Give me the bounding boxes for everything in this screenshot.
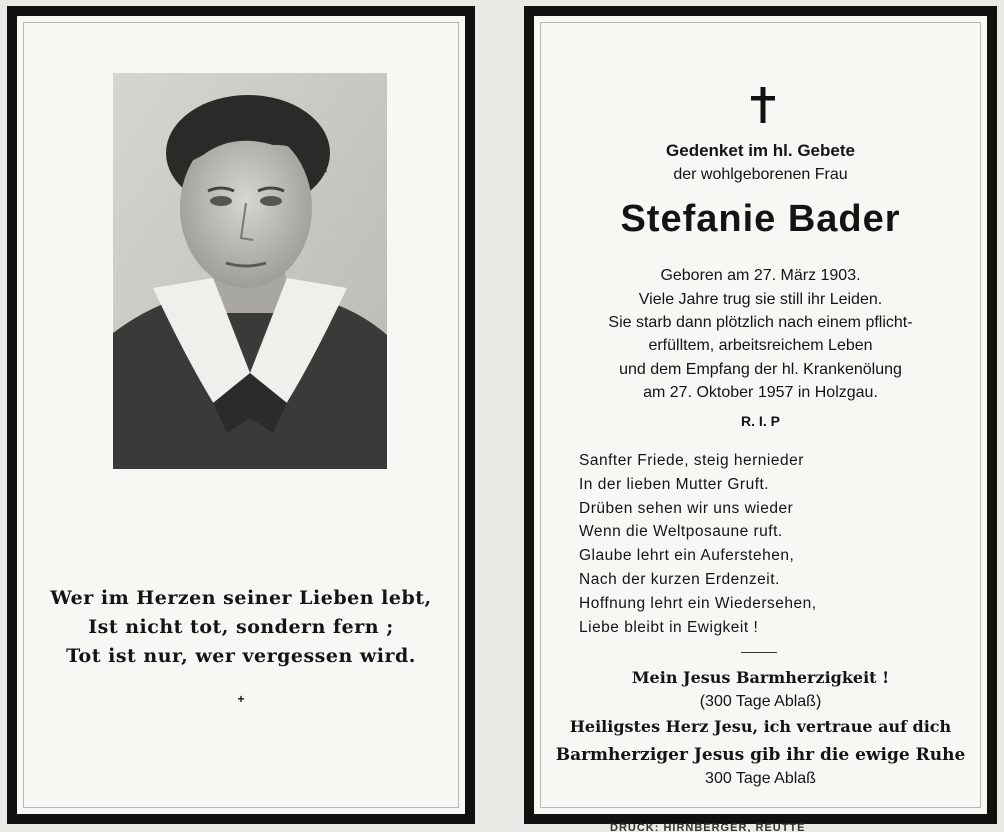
portrait-photo: [113, 73, 387, 469]
poem-line: In der lieben Mutter Gruft.: [579, 475, 770, 493]
divider: [741, 652, 777, 653]
indulgence-note: 300 Tage Ablaß: [705, 770, 816, 787]
verse-line: Tot ist nur, wer vergessen wird.: [66, 645, 416, 667]
prayer-sacred-heart: Heiligstes Herz Jesu, ich vertraue auf dich: [569, 717, 952, 736]
poem-line: Glaube lehrt ein Auferstehen,: [579, 547, 795, 565]
deceased-name: Stefanie Bader: [620, 198, 901, 240]
right-card: [524, 6, 997, 824]
indulgence-note: (300 Tage Ablaß): [699, 693, 822, 710]
bio-line: erfülltem, arbeitsreichem Leben: [648, 337, 873, 354]
poem-line: Wenn die Weltposaune ruft.: [579, 523, 783, 541]
rip-text: R. I. P: [741, 413, 780, 429]
heading: Gedenket im hl. Gebete: [666, 141, 855, 160]
bio-line: am 27. Oktober 1957 in Holzgau.: [643, 384, 878, 401]
poem-line: Nach der kurzen Erdenzeit.: [579, 570, 780, 588]
bio-line: Geboren am 27. März 1903.: [660, 267, 861, 284]
poem-line: Drüben sehen wir uns wieder: [579, 499, 794, 517]
memorial-verse: [17, 584, 465, 671]
subheading: der wohlgeborenen Frau: [673, 166, 848, 183]
cross-icon: [751, 87, 775, 123]
left-card: [7, 6, 475, 824]
poem-line: Sanfter Friede, steig hernieder: [579, 452, 804, 469]
printer-imprint: DRUCK: HIRNBERGER, REUTTE: [610, 822, 806, 832]
verse-line: Wer im Herzen seiner Lieben lebt,: [50, 587, 432, 609]
small-cross-icon: +: [237, 692, 245, 706]
prayer-mercy: Mein Jesus Barmherzigkeit !: [631, 668, 890, 687]
verse-line: Ist nicht tot, sondern fern ;: [88, 616, 394, 638]
bio-line: Viele Jahre trug sie still ihr Leiden.: [638, 291, 883, 308]
poem: [579, 449, 817, 639]
poem-line: Hoffnung lehrt ein Wiedersehen,: [579, 594, 817, 612]
prayer-eternal-rest: Barmherziger Jesus gib ihr die ewige Ruhe: [555, 745, 966, 765]
poem-line: Liebe bleibt in Ewigkeit !: [579, 618, 759, 636]
bio-line: und dem Empfang der hl. Krankenölung: [619, 361, 902, 378]
bio-line: Sie starb dann plötzlich nach einem pflicht-: [608, 314, 913, 331]
